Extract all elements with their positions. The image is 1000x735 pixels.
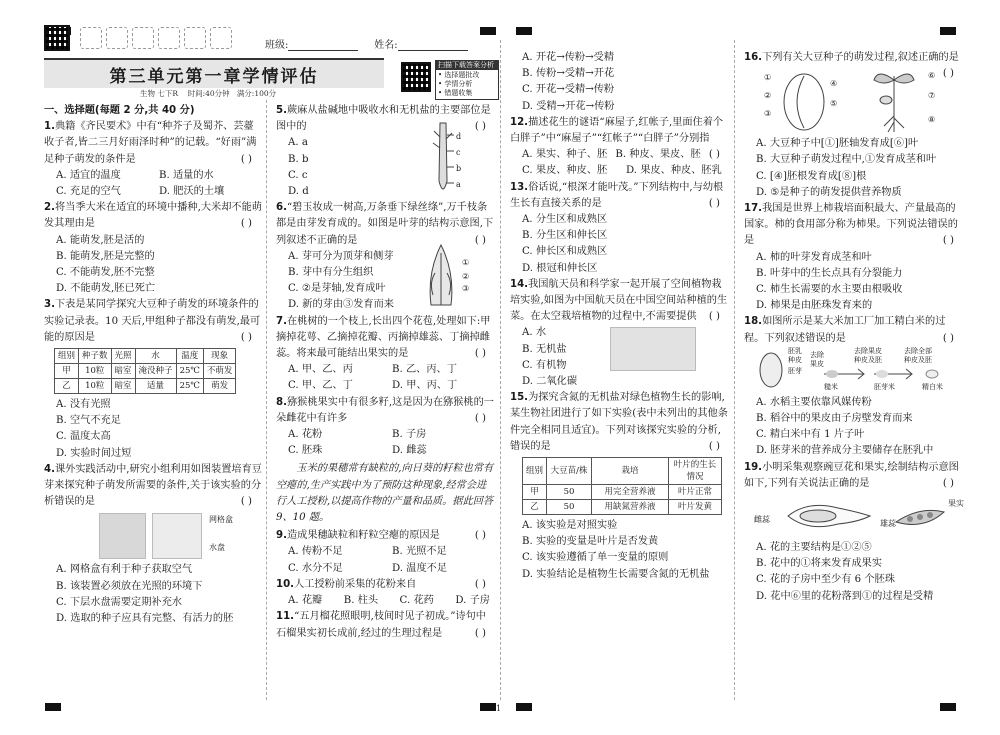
bud-figure: A. 芽可分为顶芽和侧芽 B. 芽中有分生组织 C. ②是芽轴,发育成叶 D. 新的芽由③发育而来 ① ② ③: [276, 249, 496, 314]
name-label: 姓名:: [374, 40, 398, 51]
page-title: 第三单元第一章学情评估: [109, 67, 319, 87]
pea-flower-icon: [778, 496, 878, 536]
question-13: 13.俗话说,“根深才能叶茂。”下列结构中,与幼根生长有直接关系的是 ( ) A. 分生区和成熟区 B. 分生区和伸长区 C. 伸长区和成熟区 D. 根冠和伸长区: [510, 181, 724, 274]
rice-process-figure: 胚乳 种皮 去除 果皮 去除果皮 种皮及胚 去除全部 种皮及胚 胚芽 糙米 胚芽米 精白米: [744, 347, 964, 395]
column-3: [510, 50, 730, 583]
question-4: 4.课外实践活动中,研究小组利用如图装置培育豆芽来探究种子萌发所需要的条件,关于该实验的分析错误的是 ( ) 网格盒 水盘 A. 网格盒有利于种子获取空气 B. 该装置必须放在光照的环境下 C. 下层水盘需要定期补充水 D. 选取的种子应具有完整、有活力的胚: [44, 463, 262, 625]
question-2: 2.将当季大米在适宜的环境中播种,大米却不能萌发其理由是 ( ) A. 能萌发,胚是活的 B. 能萌发,胚是完整的 C. 不能萌发,胚不完整 D. 不能萌发,胚已死亡: [44, 202, 262, 295]
question-18: 18.如图所示是某大米加工厂加工精白米的过程。下列叙述错误的是 ( ) 胚乳 种皮 去除 果皮 去除果皮 种皮及胚 去除全部 种皮及胚 胚芽 糙米 胚芽米 精白米 A. 水稻主要依靠风媒传粉 B. 稻谷中的果皮由子房壁发育而来 C. 精白米中有 1 片子叶 D. 胚芽米的营养成分主要储存在胚乳中: [744, 314, 964, 459]
question-16: 16.下列有关大豆种子的萌发过程,叙述正确的是 ( ) ① ② ③ ④ ⑤ ⑥ ⑦ ⑧ A. 大豆种子中[①]胚轴发育成[⑥]叶 B. 大豆种子萌发过程中,①发育成茎和叶 C. [④]胚根发育成[⑧]根 D. ⑤是种子的萌发提供营养物质: [744, 50, 964, 201]
question-19: 19.小明采集观察豌豆花和果实,绘制结构示意图如下,下列有关说法正确的是 ( ) 雌蕊 雄蕊 果实 A. 花的主要结构是①②⑤ B. 花中的①将来发育成果实 C. 花的子房中至少有 6 个胚珠 D. 花中⑥里的花粉落到①的过程是受精: [744, 461, 964, 602]
answer-box: [210, 27, 232, 49]
question-8: 8.猕猴桃果实中有很多籽,这是因为在猕猴桃的一朵雌花中有许多 ( ) A. 花粉 B. 子房 C. 胚珠 D. 雌蕊: [276, 396, 494, 457]
answer-box: [158, 27, 180, 49]
question-5: 5.蕨麻从盐碱地中吸收水和无机盐的主要部位是图中的 ( ) A. a B. b C. c D. d d c b a: [276, 103, 496, 200]
root-figure: A. a B. b C. c D. d d c b a: [276, 135, 496, 200]
nitrogen-table: 组别 大豆苗/株 栽培 叶片的生长情况 甲 50 用完全营养液 叶片正常 乙 50 用缺氮营养液 叶片发黄: [522, 457, 722, 515]
qr-code: [401, 62, 431, 92]
question-15: 15.为探究含氮的无机盐对绿色植物生长的影响,某生物社团进行了如下实验(表中未列出的其他条件完全相同且适宜)。下列对该探究实验的分析,错误的是 ( ) 组别 大豆苗/株 栽培 叶片的生长情况 甲 50 用完全营养液 叶片正常 乙 50 用缺氮营养液 叶片发黄 A. 该实验是对照实验 B. 实验的变量是叶片是否发黄 C. 该实验遵循了单一变量的原则 D. 实验结论是植物生长需要含氮的无机盐: [510, 392, 728, 580]
registration-mark: [480, 27, 496, 35]
arrow-icon: [824, 365, 954, 383]
registration-mark: [480, 703, 496, 711]
question-11: 11.“五月榴花照眼明,枝间时见子初成。”诗句中石榴果实初长成前,经过的生理过程是 ( ): [276, 611, 486, 639]
registration-mark: [45, 703, 61, 711]
question-17: 17.我国是世界上柿栽培面积最大、产量最高的国家。柿的食用部分称为柿果。下列说法错误的是 ( ) A. 柿的叶芽发育成茎和叶 B. 叶芽中的生长点具有分裂能力 C. 柿生长需要的水主要由根吸收 D. 柿果是由胚珠发育来的: [744, 203, 958, 312]
question-3: 3.下表是某同学探究大豆种子萌发的环境条件的实验记录表。10 天后,甲组种子都没有萌发,最可能的原因是 ( ) 组别 种子数 光照 水 温度 现象 甲 10粒 暗室 淹没种子 25℃ 不萌发 乙 10粒 暗室 适量 25℃ 萌发 A. 没有光照 B. 空气不充足 C. 温度太高 D. 实验时间过短: [44, 299, 261, 459]
question-7: 7.在桃树的一个枝上,长出四个花苞,处理如下:甲摘掉花萼、乙摘掉花瓣、丙摘掉雄蕊、丁摘掉雌蕊。将来最可能结出果实的是 ( ) A. 甲、乙、丙 B. 乙、丙、丁 C. 甲、乙、丁 D. 甲、丙、丁: [276, 315, 491, 392]
pea-flower-figure: 雌蕊 雄蕊 果实: [744, 492, 964, 540]
experiment-table: 组别 种子数 光照 水 温度 现象 甲 10粒 暗室 淹没种子 25℃ 不萌发 乙 10粒 暗室 适量 25℃ 萌发: [54, 348, 236, 394]
question-9: 9.造成果穗缺粒和籽粒空瘪的原因是 ( ) A. 传粉不足 B. 光照不足 C. 水分不足 D. 温度不足: [276, 530, 486, 574]
answer-box: [184, 27, 206, 49]
column-4: [744, 50, 964, 605]
soybean-figure: ① ② ③ ④ ⑤ ⑥ ⑦ ⑧: [744, 66, 964, 136]
question-6: 6.“碧玉妆成一树高,万条垂下绿丝绦”,万千枝条都是由芽发育成的。如图是叶芽的结构示意图,下列叙述不正确的是 ( ) A. 芽可分为顶芽和侧芽 B. 芽中有分生组织 C. ②是芽轴,发育成叶 D. 新的芽由③发育而来 ① ② ③: [276, 200, 496, 313]
question-14: 14.我国航天员和科学家一起开展了空间植物栽培实验,如图为中国航天员在中国空间站种植的生菜。在太空栽培植物的过程中,不需要提供 ( ) A. 水 B. 无机盐 C. 有机物 D. 二氧化碳: [510, 277, 730, 390]
question-11-options: A. 开花→传粉→受精 B. 传粉→受精→开花 C. 开花→受精→传粉 D. 受精→开花→传粉: [522, 52, 615, 112]
qr-info-panel: 扫描下载答案分析 • 选择题批改 • 学情分析 • 错题收集: [435, 60, 499, 100]
sprout-apparatus-figure: 网格盒 水盘: [44, 510, 262, 562]
title-meta: 生物 七下R 时间:40分钟 满分:100分: [140, 89, 277, 98]
space-lettuce-figure: A. 水 B. 无机盐 C. 有机物 D. 二氧化碳: [510, 325, 730, 390]
section-heading: 一、选择题(每题 2 分,共 40 分): [44, 105, 195, 116]
question-1: 1.典籍《齐民要术》中有“种芥子及蜀芥、芸薹收子者,皆二三月好雨泽时种”的记载。“好雨”满足种子萌发的条件是 ( ) A. 适宜的温度 B. 适量的水 C. 充足的空气 D. 肥沃的土壤: [44, 121, 257, 198]
question-12: 12.描述花生的谜语“麻屋子,红帐子,里面住着个白胖子”中“麻屋子”“红帐子”“白胖子”分别指 ( ) A. 果实、种子、胚 B. 种皮、果皮、胚 C. 果皮、种皮、胚 D. 果皮、种皮、胚乳: [510, 116, 724, 177]
leaf-bud-icon: [421, 243, 461, 311]
column-2: [276, 103, 496, 642]
answer-box: [80, 27, 102, 49]
pea-pod-icon: [894, 504, 946, 530]
root-tip-icon: [424, 121, 469, 199]
answer-box: [106, 27, 128, 49]
class-field: [265, 36, 468, 51]
lettuce-photo: [610, 327, 696, 371]
answer-box: [132, 27, 154, 49]
reading-passage: 玉米的果穗常有缺粒的,向日葵的籽粒也常有空瘪的,生产实践中为了预防这种现象,经常会进行人工授粉,以提高作物的产量和品质。据此回答 9、10 题。: [276, 463, 494, 524]
registration-mark: [516, 703, 532, 711]
rice-grain-icon: [756, 351, 786, 389]
class-label: 班级:: [265, 40, 289, 51]
column-1: [44, 103, 262, 627]
question-10: 10.人工授粉前采集的花粉来自 ( ) A. 花瓣 B. 柱头 C. 花药 D. 子房: [276, 578, 490, 607]
registration-mark: [940, 27, 956, 35]
seedling-icon: [864, 66, 924, 134]
page-number: 1: [496, 704, 502, 713]
registration-mark: [516, 27, 532, 35]
registration-mark: [940, 703, 956, 711]
soybean-seed-icon: [774, 70, 834, 134]
qr-code: [44, 25, 70, 51]
